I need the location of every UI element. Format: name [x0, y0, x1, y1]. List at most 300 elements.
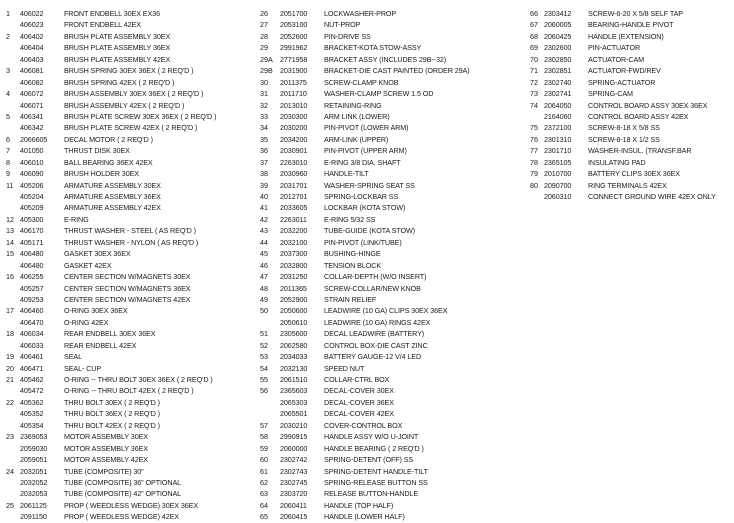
item-number [6, 260, 20, 271]
part-row [260, 100, 528, 111]
part-description: SCREW-COLLAR/NEW KNOB [324, 283, 421, 293]
part-description: BUSHING-HINGE [324, 249, 381, 259]
part-number: 2302851 [544, 66, 572, 76]
part-row [6, 511, 256, 522]
item-number: 65 [260, 512, 268, 522]
part-description: HANDLE (LOWER HALF) [324, 512, 405, 522]
parts-column-3 [530, 8, 734, 202]
part-row [6, 340, 256, 351]
part-row [6, 122, 256, 133]
part-number: 2011365 [280, 283, 307, 293]
part-row [260, 328, 528, 339]
part-row [6, 443, 256, 454]
part-row [260, 248, 528, 259]
part-number: 406461 [20, 352, 44, 362]
item-number [260, 408, 280, 419]
part-row [260, 317, 528, 328]
part-description: FRONT ENDBELL 42EX [64, 20, 141, 30]
part-row [260, 363, 528, 374]
item-number: 45 [260, 249, 268, 259]
part-description: THRU BOLT 30EX ( 2 REQ'D ) [64, 397, 160, 407]
part-description: THRU BOLT 42EX ( 2 REQ'D ) [64, 420, 160, 430]
part-number: 2303412 [544, 9, 572, 18]
part-row [6, 214, 256, 225]
part-row [260, 271, 528, 282]
part-description: LEADWIRE (10 GA) CLIPS 30EX 36EX [324, 306, 448, 316]
item-number: 77 [530, 146, 538, 156]
part-row [6, 408, 256, 419]
item-number: 29A [260, 54, 273, 64]
part-row [6, 111, 256, 122]
item-number: 30 [260, 77, 268, 87]
part-row [260, 488, 528, 499]
part-row [530, 122, 734, 133]
part-description: SPRING-ACTUATOR [588, 77, 656, 87]
part-number: 2061125 [20, 500, 47, 510]
part-row [6, 145, 256, 156]
part-description: ARMATURE ASSEMBLY 42EX [64, 203, 161, 213]
part-description: BATTERY GAUGE-12 V/4 LED [324, 352, 422, 362]
part-number: 2013010 [280, 100, 308, 110]
part-row [260, 477, 528, 488]
item-number: 67 [530, 20, 538, 30]
part-number: 405206 [20, 180, 44, 190]
item-number: 49 [260, 294, 268, 304]
part-number: 2365603 [280, 386, 308, 396]
item-number: 24 [6, 466, 14, 476]
item-number: 56 [260, 386, 268, 396]
part-number: 2059030 [20, 443, 48, 453]
part-number: 2301310 [544, 134, 572, 144]
part-description: SPRING-DETENT (OFF) SS [324, 455, 414, 465]
part-number: 2031900 [280, 66, 308, 76]
part-number: 406023 [20, 20, 44, 30]
item-number: 32 [260, 100, 268, 110]
part-row [260, 77, 528, 88]
part-description: FRONT ENDBELL 30EX EX36 [64, 9, 160, 18]
part-row [6, 454, 256, 465]
part-description: BRACKET-DIE CAST PAINTED (ORDER 29A) [324, 66, 470, 76]
part-number: 2059051 [20, 455, 48, 465]
part-row [260, 385, 528, 396]
item-number: 74 [530, 100, 538, 110]
part-description: BRUSH ASSEMBLY 42EX ( 2 REQ'D ) [64, 100, 185, 110]
part-number: 405204 [20, 192, 44, 201]
part-description: HANDLE ASSY W/O U-JOINT [324, 432, 419, 442]
part-description: COLLAR-DEPTH (W/O INSERT) [324, 272, 427, 282]
part-number: 406090 [20, 169, 44, 179]
part-number: 2032052 [20, 477, 48, 487]
part-number: 406470 [20, 317, 44, 327]
part-row [530, 191, 734, 202]
part-description: ACTUATOR-CAM [588, 54, 645, 64]
part-number: 405209 [20, 203, 44, 213]
item-number: 52 [260, 340, 268, 350]
part-number: 2050600 [280, 306, 308, 316]
part-row [6, 8, 256, 19]
part-row [6, 157, 256, 168]
part-number: 2032800 [280, 260, 308, 270]
part-row [260, 145, 528, 156]
item-number: 27 [260, 20, 268, 30]
part-row [260, 511, 528, 522]
part-number: 406480 [20, 249, 44, 259]
part-description: RING TERMINALS 42EX [588, 180, 667, 190]
part-row [260, 31, 528, 42]
part-row [260, 65, 528, 76]
item-number: 21 [6, 375, 14, 384]
part-row [260, 397, 528, 408]
item-number: 7 [6, 146, 10, 156]
part-row [260, 237, 528, 248]
part-number: 2369053 [20, 432, 48, 442]
item-number: 18 [6, 329, 14, 339]
part-number: 2032130 [280, 363, 308, 373]
part-description: WASHER-CLAMP SCREW 1.5 OD [324, 89, 434, 99]
part-row [6, 397, 256, 408]
part-description: BRUSH PLATE SCREW 42EX ( 2 REQ'D ) [64, 123, 198, 133]
part-description: O-RING 42EX [64, 317, 109, 327]
part-description: SPRING-RELEASE BUTTON SS [324, 477, 428, 487]
part-number: 2060000 [280, 443, 308, 453]
item-number: 26 [260, 9, 268, 18]
part-description: GASKET 30EX 36EX [64, 249, 131, 259]
item-number: 5 [6, 111, 10, 121]
part-row [6, 168, 256, 179]
part-row [260, 214, 528, 225]
part-description: SEAL- CUP [64, 363, 102, 373]
part-description: COVER-CONTROL BOX [324, 420, 403, 430]
part-description: PIN-PIVOT (LOWER ARM) [324, 123, 409, 133]
part-number: 2051700 [280, 9, 308, 18]
item-number: 50 [260, 306, 268, 316]
part-number: 2030901 [280, 146, 308, 156]
part-number: 2030210 [280, 420, 308, 430]
part-description: DECAL-COVER 36EX [324, 397, 394, 407]
item-number [6, 443, 20, 454]
part-number: 2030960 [280, 169, 308, 179]
part-number: 2053100 [280, 20, 308, 30]
item-number: 3 [6, 66, 10, 76]
part-description: BRUSH SPRING 42EX ( 2 REQ'D ) [64, 77, 175, 87]
part-row [260, 305, 528, 316]
item-number: 66 [530, 9, 538, 18]
item-number [260, 397, 280, 408]
part-number: 2060415 [280, 512, 308, 522]
item-number: 58 [260, 432, 268, 442]
part-description: SCREW-CLAMP KNOB [324, 77, 399, 87]
item-number [6, 191, 20, 202]
part-description: DECAL LEADWIRE (BATTERY) [324, 329, 425, 339]
part-number: 2030200 [280, 123, 308, 133]
part-row [260, 351, 528, 362]
part-number: 2012701 [280, 192, 308, 201]
part-description: E-RING [64, 214, 89, 224]
item-number: 59 [260, 443, 268, 453]
part-row [6, 431, 256, 442]
part-number: 2060425 [544, 31, 572, 41]
item-number: 9 [6, 169, 10, 179]
part-description: LOCKWASHER-PROP [324, 9, 397, 18]
part-number: 2032051 [20, 466, 48, 476]
part-description: BRACKET-KOTA STOW-ASSY [324, 43, 422, 53]
part-description: BRUSH SPRING 30EX 36EX ( 2 REQ'D ) [64, 66, 194, 76]
part-number: 406034 [20, 329, 44, 339]
part-number: 406404 [20, 43, 44, 53]
part-description: SCREW-6-20 X 5/8 SELF TAP [588, 9, 683, 18]
part-number: 2090700 [544, 180, 572, 190]
part-row [6, 420, 256, 431]
part-row [260, 294, 528, 305]
part-number: 2030300 [280, 111, 308, 121]
part-number: 2037300 [280, 249, 308, 259]
part-description: HANDLE (EXTENSION) [588, 31, 664, 41]
part-row [6, 237, 256, 248]
item-number: 60 [260, 455, 268, 465]
item-number: 29 [260, 43, 268, 53]
part-row [6, 305, 256, 316]
item-number: 43 [260, 226, 268, 236]
part-description: BRACKET ASSY (INCLUDES 29B--32) [324, 54, 447, 64]
part-row [6, 374, 256, 385]
part-row [530, 134, 734, 145]
part-description: MOTOR ASSEMBLY 30EX [64, 432, 148, 442]
part-description: BRUSH ASSEMBLY 30EX 36EX ( 2 REQ'D ) [64, 89, 204, 99]
part-number: 2052600 [280, 31, 308, 41]
part-description: CONNECT GROUND WIRE 42EX ONLY [588, 192, 716, 201]
part-row [6, 54, 256, 65]
part-number: 2050610 [280, 317, 308, 327]
item-number [6, 100, 20, 111]
item-number [6, 19, 20, 30]
item-number: 19 [6, 352, 14, 362]
part-row [260, 157, 528, 168]
item-number: 13 [6, 226, 14, 236]
item-number: 71 [530, 66, 538, 76]
part-number: 2010700 [544, 169, 572, 179]
part-description: BALL BEARING 36EX 42EX [64, 157, 153, 167]
part-number: 406022 [20, 9, 44, 18]
part-description: PIN-PIVOT (UPPER ARM) [324, 146, 407, 156]
part-row [6, 202, 256, 213]
part-number: 2263011 [280, 214, 307, 224]
part-description: STRAIN RELIEF [324, 294, 377, 304]
parts-column-1 [6, 8, 256, 523]
part-row [6, 271, 256, 282]
part-number: 2771958 [280, 54, 308, 64]
part-number: 406403 [20, 54, 44, 64]
part-row [6, 88, 256, 99]
part-number: 405362 [20, 397, 44, 407]
part-description: CENTER SECTION W/MAGNETS 36EX [64, 283, 191, 293]
part-number: 2032200 [280, 226, 308, 236]
item-number: 15 [6, 249, 14, 259]
part-description: ACTUATOR-FWD/REV [588, 66, 661, 76]
part-number: 405257 [20, 283, 44, 293]
part-description: SPRING-CAM [588, 89, 633, 99]
part-row [260, 88, 528, 99]
part-description: SEAL [64, 352, 82, 362]
part-description: WASHER-INSUL. (TRANSF.BAR [588, 146, 692, 156]
part-description: BRUSH PLATE ASSEMBLY 30EX [64, 31, 171, 41]
part-number: 406170 [20, 226, 44, 236]
part-description: PIN-ACTUATOR [588, 43, 641, 53]
item-number: 40 [260, 192, 268, 201]
item-number: 2 [6, 31, 10, 41]
part-description: CONTROL BOARD ASSY 30EX 36EX [588, 100, 708, 110]
part-row [6, 77, 256, 88]
part-row [260, 374, 528, 385]
part-number: 401050 [20, 146, 44, 156]
part-number: 406341 [20, 111, 44, 121]
item-number: 20 [6, 363, 14, 373]
part-description: HANDLE (TOP HALF) [324, 500, 394, 510]
item-number [6, 385, 20, 396]
item-number: 12 [6, 214, 14, 224]
item-number [530, 111, 544, 122]
item-number: 57 [260, 420, 268, 430]
part-description: PROP ( WEEDLESS WEDGE) 30EX 36EX [64, 500, 199, 510]
item-number: 55 [260, 375, 268, 384]
item-number [6, 408, 20, 419]
part-number: 409253 [20, 294, 44, 304]
part-number: 2302745 [280, 477, 308, 487]
part-row [6, 31, 256, 42]
part-description: ARMATURE ASSEMBLY 30EX [64, 180, 161, 190]
part-description: PIN-DRIVE SS [324, 31, 371, 41]
part-number: 2066605 [20, 134, 48, 144]
part-number: 2065303 [280, 397, 308, 407]
part-description: NUT-PROP [324, 20, 361, 30]
part-row [260, 19, 528, 30]
part-row [260, 431, 528, 442]
part-description: REAR ENDBELL 42EX [64, 340, 137, 350]
item-number: 46 [260, 260, 268, 270]
part-number: 2302740 [544, 77, 572, 87]
item-number [6, 511, 20, 522]
part-row [6, 351, 256, 362]
item-number: 72 [530, 77, 538, 87]
part-number: 2060411 [280, 500, 307, 510]
part-row [6, 477, 256, 488]
item-number: 16 [6, 272, 14, 282]
part-row [530, 100, 734, 111]
part-row [530, 145, 734, 156]
part-row [6, 363, 256, 374]
part-description: E-RING 5/32 SS [324, 214, 376, 224]
item-number: 73 [530, 89, 538, 99]
part-row [260, 134, 528, 145]
part-description: THRUST WASHER - STEEL ( AS REQ'D ) [64, 226, 196, 236]
part-number: 406082 [20, 77, 44, 87]
part-row [530, 54, 734, 65]
item-number: 25 [6, 500, 14, 510]
part-number: 2365105 [544, 157, 572, 167]
item-number: 22 [6, 397, 14, 407]
item-number: 75 [530, 123, 538, 133]
part-row [260, 225, 528, 236]
item-number: 51 [260, 329, 268, 339]
part-number: 2034200 [280, 134, 308, 144]
part-description: SPRING-LOCKBAR SS [324, 192, 399, 201]
part-description: LEADWIRE (10 GA) RINGS 42EX [324, 317, 431, 327]
item-number: 34 [260, 123, 268, 133]
part-row [260, 122, 528, 133]
part-row [6, 248, 256, 259]
part-row [530, 19, 734, 30]
part-row [530, 88, 734, 99]
part-number: 2033605 [280, 203, 308, 213]
item-number: 62 [260, 477, 268, 487]
part-row [6, 191, 256, 202]
item-number: 33 [260, 111, 268, 121]
item-number [6, 54, 20, 65]
part-row [6, 180, 256, 191]
part-description: GASKET 42EX [64, 260, 112, 270]
part-number: 405352 [20, 409, 44, 419]
part-description: BATTERY CLIPS 30EX 36EX [588, 169, 680, 179]
part-row [260, 111, 528, 122]
item-number: 68 [530, 31, 538, 41]
item-number: 29B [260, 66, 273, 76]
item-number [6, 340, 20, 351]
part-description: DECAL-COVER 30EX [324, 386, 394, 396]
part-row [260, 454, 528, 465]
part-number: 2065501 [280, 409, 308, 419]
part-description: SCREW-8-18 X 5/8 SS [588, 123, 660, 133]
item-number: 4 [6, 89, 10, 99]
part-row [530, 157, 734, 168]
part-number: 2011375 [280, 77, 307, 87]
item-number [6, 420, 20, 431]
part-number: 2034033 [280, 352, 308, 362]
part-description: TUBE (COMPOSITE) 36" OPTIONAL [64, 477, 182, 487]
part-description: MOTOR ASSEMBLY 42EX [64, 455, 148, 465]
item-number: 70 [530, 54, 538, 64]
item-number: 28 [260, 31, 268, 41]
item-number: 35 [260, 134, 268, 144]
item-number: 42 [260, 214, 268, 224]
part-row [260, 202, 528, 213]
part-row [530, 31, 734, 42]
part-description: WASHER-SPRING SEAT SS [324, 180, 415, 190]
part-description: BEARING-HANDLE PIVOT [588, 20, 674, 30]
part-number: 2302742 [280, 455, 308, 465]
part-description: LOCKBAR (KOTA STOW) [324, 203, 406, 213]
part-number: 2011710 [280, 89, 307, 99]
part-number: 2303720 [280, 489, 308, 499]
part-number: 2032053 [20, 489, 48, 499]
part-number: 406081 [20, 66, 44, 76]
item-number: 76 [530, 134, 538, 144]
part-description: O-RING 30EX 36EX [64, 306, 128, 316]
part-row [530, 77, 734, 88]
part-number: 406071 [20, 100, 44, 110]
item-number: 17 [6, 306, 14, 316]
part-description: THRU BOLT 36EX ( 2 REQ'D ) [64, 409, 160, 419]
part-description: BRUSH PLATE ASSEMBLY 42EX [64, 54, 171, 64]
item-number: 69 [530, 43, 538, 53]
part-row [260, 408, 528, 419]
part-description: BRUSH HOLDER 30EX [64, 169, 139, 179]
part-number: 405171 [20, 237, 44, 247]
part-description: MOTOR ASSEMBLY 36EX [64, 443, 148, 453]
item-number: 23 [6, 432, 14, 442]
part-row [260, 340, 528, 351]
part-description: HANDLE BEARING ( 2 REQ'D ) [324, 443, 424, 453]
part-row [260, 466, 528, 477]
part-row [260, 260, 528, 271]
